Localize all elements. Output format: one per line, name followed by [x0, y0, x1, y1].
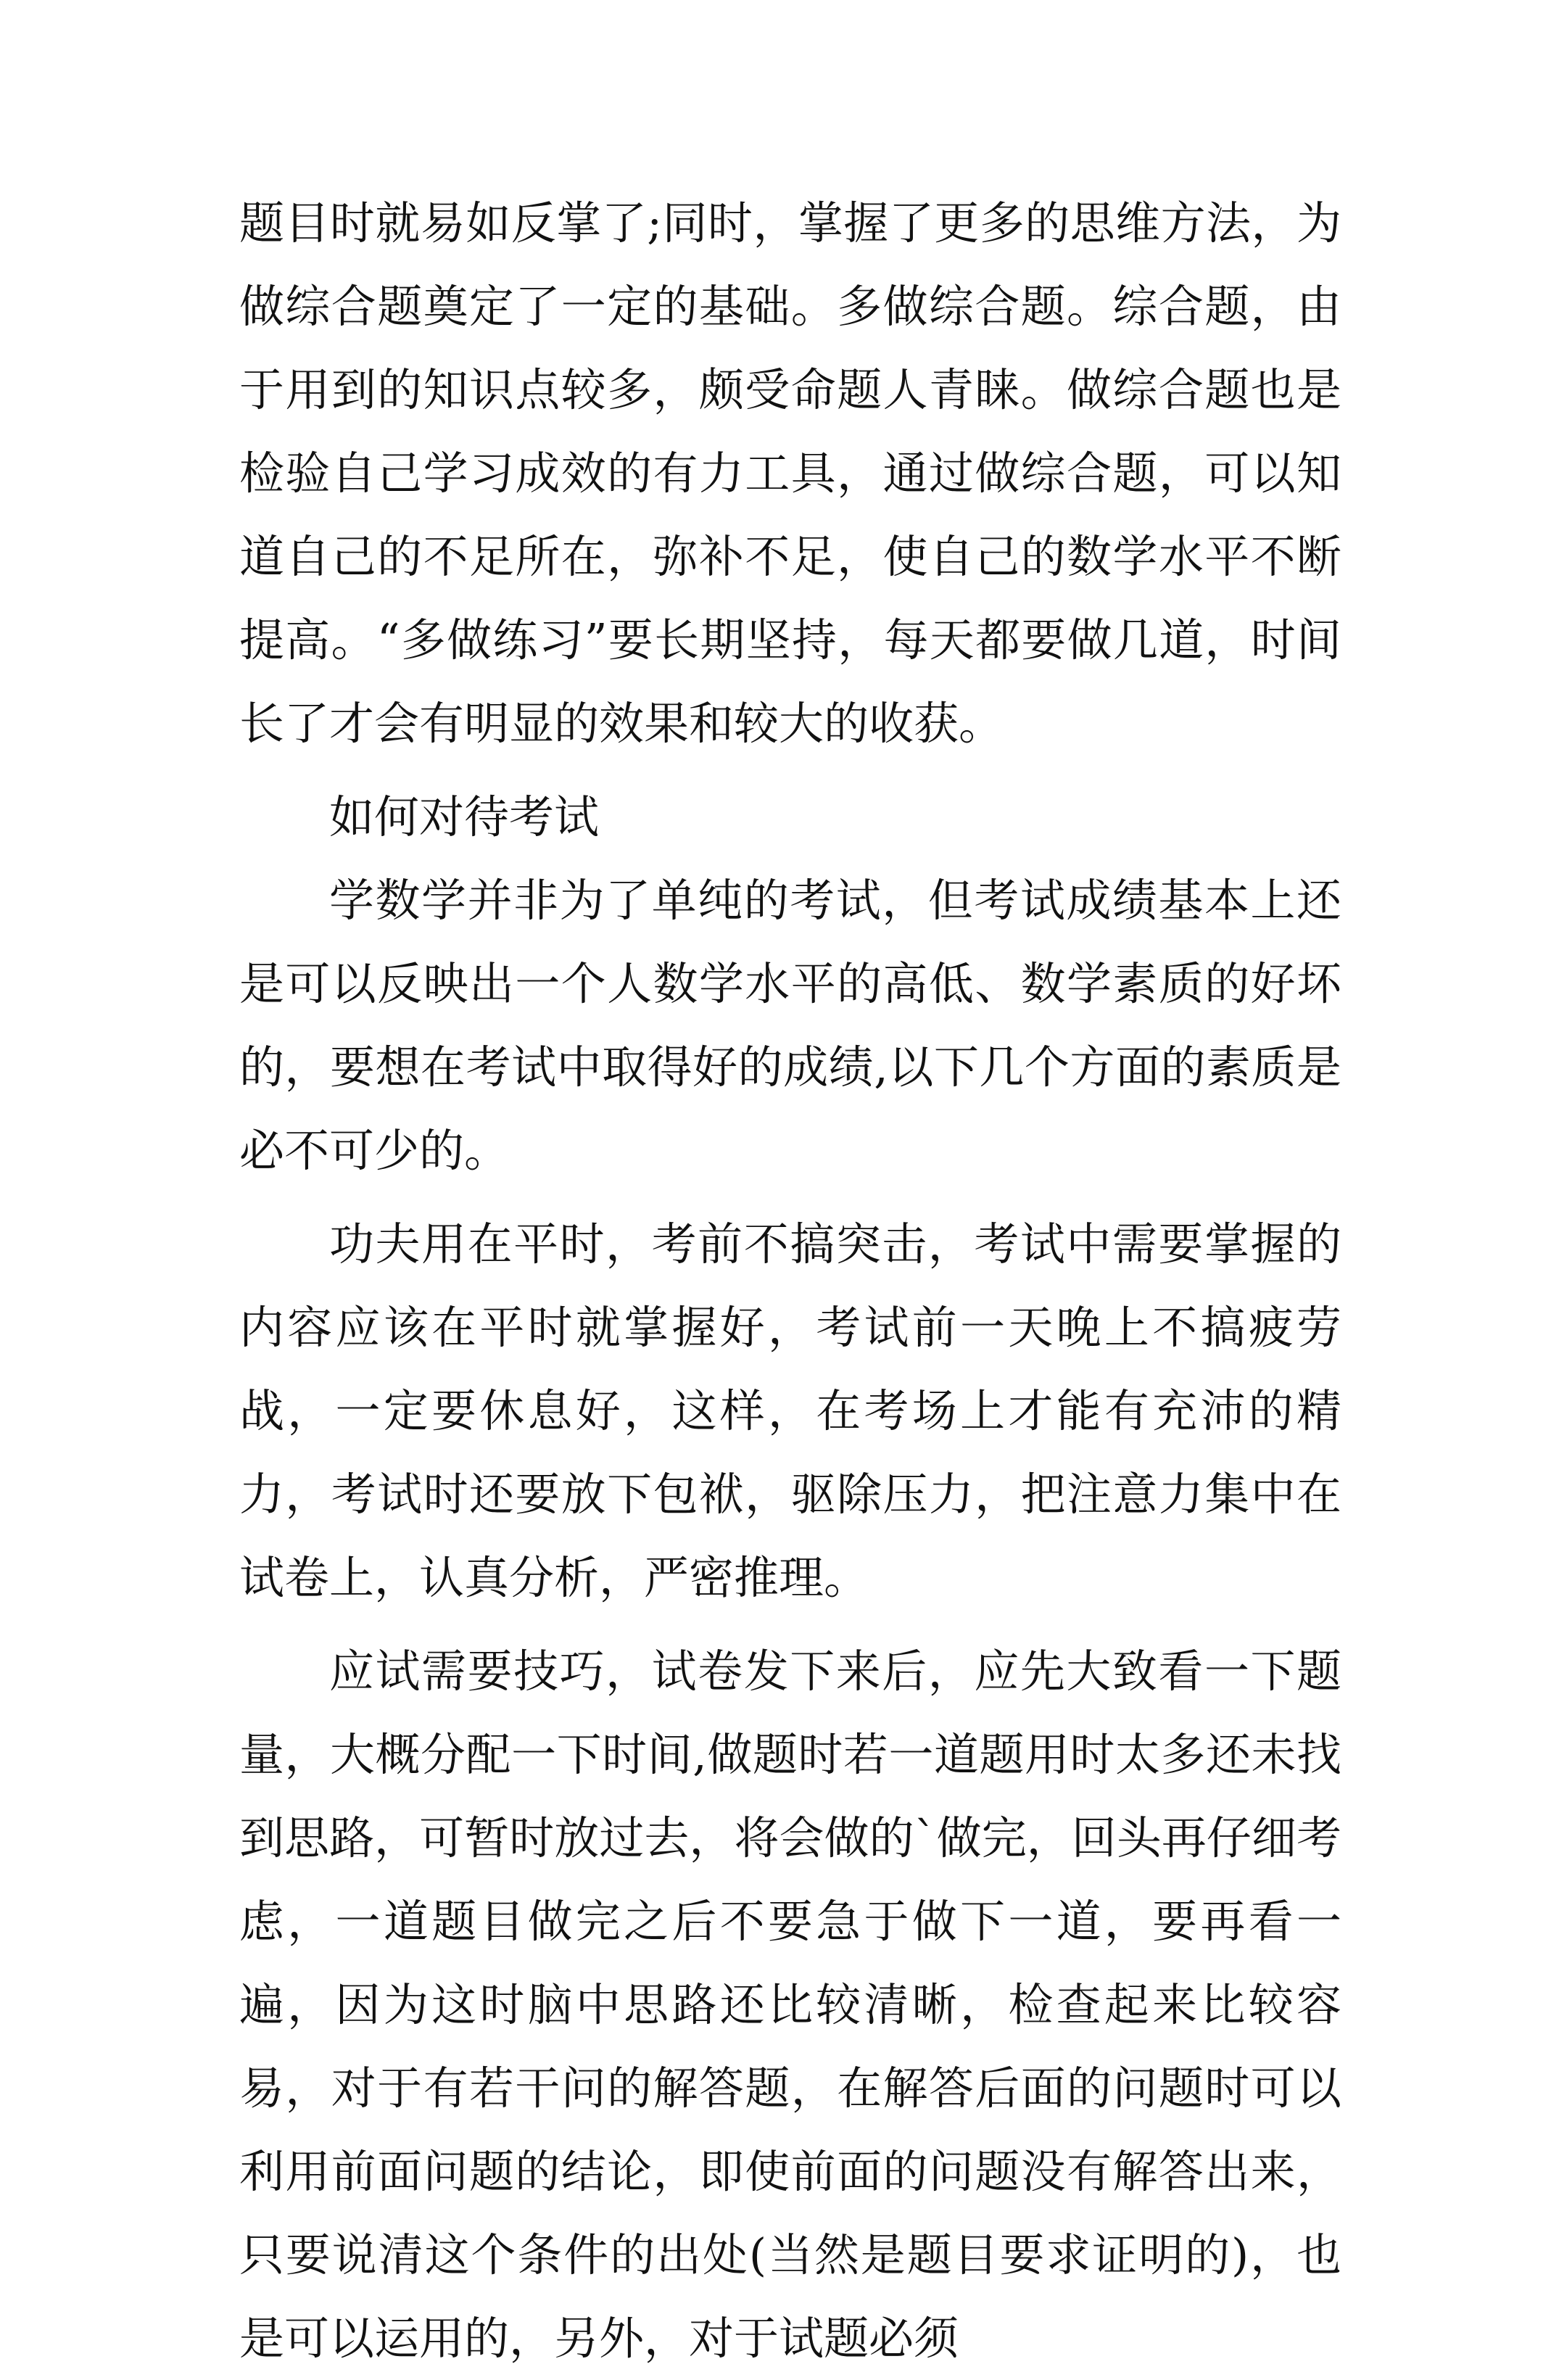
paragraph-continued: 题目时就易如反掌了;同时，掌握了更多的思维方法，为做综合题奠定了一定的基础。多做综合题。综合题，由于用到的知识点较多，颇受命题人青睐。做综合题也是检验自己学习成效的有力工具，通过做综合题，可以知道自己的不足所在，弥补不足，使自己的数学水平不断提高。“多做练习”要长期坚持，每天都要做几道，时间长了才会有明显的效果和较大的收获。	[239, 197, 1341, 750]
paragraph: 功夫用在平时，考前不搞突击，考试中需要掌握的内容应该在平时就掌握好，考试前一天晚上不搞疲劳战，一定要休息好，这样，在考场上才能有充沛的精力，考试时还要放下包袱，驱除压力，把注意力集中在试卷上，认真分析，严密推理。	[239, 1218, 1341, 1604]
paragraph: 应试需要技巧，试卷发下来后，应先大致看一下题量，大概分配一下时间,做题时若一道题用时太多还未找到思路，可暂时放过去，将会做的`做完，回头再仔细考虑，一道题目做完之后不要急于做下一道，要再看一遍，因为这时脑中思路还比较清晰，检查起来比较容易，对于有若干问的解答题，在解答后面的问题时可以利用前面问题的结论，即使前面的问题没有解答出来，只要说清这个条件的出处(当然是题目要求证明的)，也是可以运用的，另外，对于试题必须	[239, 1645, 1341, 2365]
section-heading: 如何对待考试	[329, 790, 600, 843]
body-text	[239, 181, 1341, 2380]
paragraph: 学数学并非为了单纯的考试，但考试成绩基本上还是可以反映出一个人数学水平的高低、数学素质的好坏的，要想在考试中取得好的成绩,以下几个方面的素质是必不可少的。	[239, 874, 1341, 1177]
